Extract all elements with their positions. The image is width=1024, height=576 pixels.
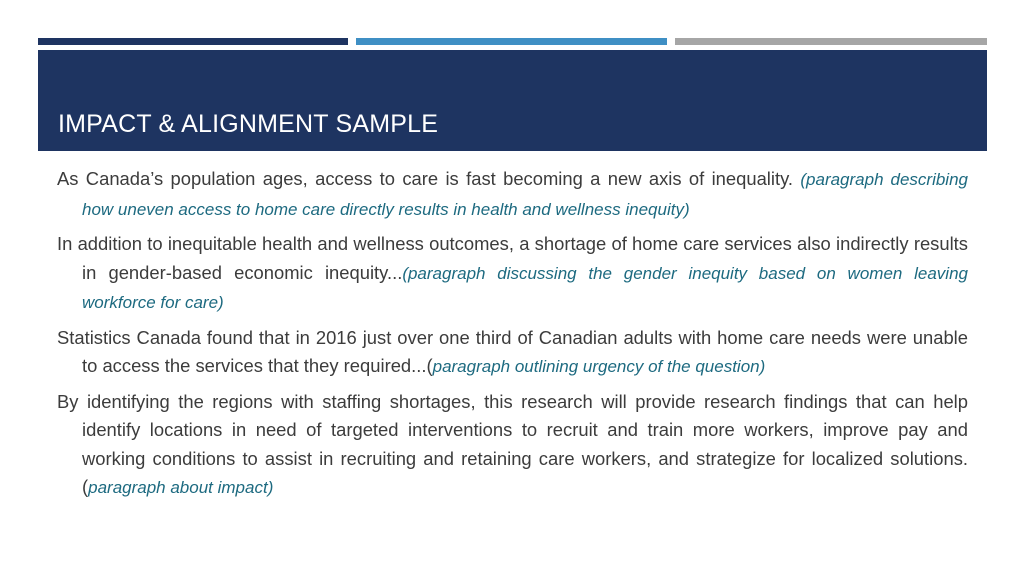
paragraph-impact	[57, 388, 968, 503]
slide-title: IMPACT & ALIGNMENT SAMPLE	[58, 110, 439, 138]
paragraph-note: paragraph outlining urgency of the question)	[432, 357, 766, 376]
accent-bar-blue	[356, 38, 667, 45]
paragraph-text: By identifying the regions with staffing shortages, this research will provide research findings that can help identify locations in need of targeted interventions to recruit and train more workers, improve pay and working conditions to assist in recruiting and retaining care workers, and strategize for localized solutions. (	[57, 390, 968, 497]
paragraph-note: (paragraph describing how uneven access to home care directly results in health and wellness inequity)	[82, 170, 968, 219]
paragraph-text: As Canada’s population ages, access to care is fast becoming a new axis of inequality.	[57, 168, 801, 189]
accent-bar-dark	[38, 38, 348, 45]
title-banner	[38, 50, 987, 151]
paragraph-note: paragraph about impact)	[88, 478, 274, 497]
accent-bar-gray	[675, 38, 987, 45]
paragraph-text: In addition to inequitable health and wellness outcomes, a shortage of home care services also indirectly results in gender-based economic inequity...	[57, 233, 968, 283]
paragraph-text: Statistics Canada found that in 2016 just over one third of Canadian adults with home care needs were unable to access the services that they required...(	[57, 326, 968, 376]
paragraph-inequality	[57, 165, 968, 224]
paragraph-statistics	[57, 324, 968, 382]
slide-body	[57, 165, 968, 509]
paragraph-note: (paragraph discussing the gender inequity based on women leaving workforce for care)	[82, 263, 968, 312]
paragraph-gender-inequity	[57, 230, 968, 318]
